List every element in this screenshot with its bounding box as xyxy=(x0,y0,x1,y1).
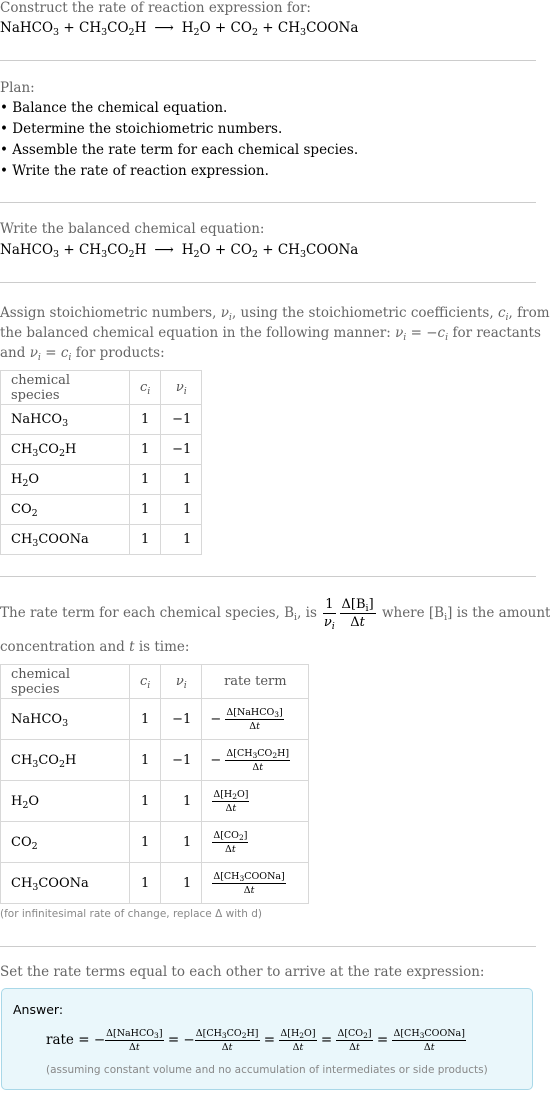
species-h2o: $H_2O$ xyxy=(181,20,211,38)
balanced-header: Write the balanced chemical equation: xyxy=(0,221,265,237)
rate-term-text: concentration and t is time: xyxy=(0,639,190,655)
col-header: chemical species xyxy=(1,371,130,405)
table-row: $CH_3CO_2H$ 1 −1 − $\frac{\Delta[CH_3CO_2H]}{\Delta t}$ xyxy=(1,740,309,781)
divider xyxy=(0,202,536,203)
col-header: $c_i$ xyxy=(140,380,151,397)
stoich-text: the balanced chemical equation in the following manner: $\nu_i = -c_i$ for reactants xyxy=(0,325,541,343)
divider xyxy=(0,946,536,947)
plan-step: • Balance the chemical equation. xyxy=(0,100,228,116)
plan-step: • Write the rate of reaction expression. xyxy=(0,163,269,179)
divider xyxy=(0,282,536,283)
plan-step: • Determine the stoichiometric numbers. xyxy=(0,121,283,137)
table-row: $CH_3COONa$ 1 1 $\frac{\Delta[CH_3COONa]}{\Delta t}$ xyxy=(1,863,309,904)
table-row: $CH_3COONa$ 1 1 xyxy=(1,525,202,555)
reaction-equation: NaHCO$_3$ + $CH_3CO_2H$ ⟶ $H_2O + CO_2$ + $CH_3COONa$ xyxy=(0,20,359,38)
divider xyxy=(0,576,536,577)
table-row: $CO_2$ 1 1 $\frac{\Delta[CO_2]}{\Delta t}$ xyxy=(1,822,309,863)
footnote: (for infinitesimal rate of change, replace Δ with d) xyxy=(0,908,262,920)
table-row: $H_2O$ 1 1 $\frac{\Delta[H_2O]}{\Delta t}$ xyxy=(1,781,309,822)
table-row: $CH_3CO_2H$ 1 −1 xyxy=(1,435,202,465)
answer-box xyxy=(1,988,533,1090)
rate-expression: rate = − $\frac{\Delta[NaHCO_3]}{\Delta t}$ = − $\frac{\Delta[CH_3CO_2H]}{\Delta t}$ = $\frac{\Delta[H_2O]}{\Delta t}$ = $\frac{\Delta[CO_2]}{\Delta t}$ = $\frac{\Delta[CH_3COONa]}{\Delta t}$ xyxy=(46,1028,465,1053)
species-nahco3: NaHCO$_3$ xyxy=(0,20,60,38)
rate-table xyxy=(0,664,309,904)
table-row: $H_2O$ 1 1 xyxy=(1,465,202,495)
col-header: $\nu_i$ xyxy=(175,674,187,691)
species-co2: $CO_2$ xyxy=(230,20,258,38)
col-header: rate term xyxy=(202,665,309,699)
table-row: NaHCO$_3$ 1 −1 xyxy=(1,405,202,435)
final-header: Set the rate terms equal to each other to arrive at the rate expression: xyxy=(0,964,485,980)
col-header: $\nu_i$ xyxy=(175,380,187,397)
answer-label: Answer: xyxy=(13,1002,64,1017)
stoich-text: and $\nu_i = c_i$ for products: xyxy=(0,345,165,363)
answer-note: (assuming constant volume and no accumulation of intermediates or side products) xyxy=(46,1064,488,1076)
species-ch3co2h: $CH_3CO_2H$ xyxy=(78,20,147,38)
plan-step: • Assemble the rate term for each chemical species. xyxy=(0,142,359,158)
plan-title: Plan: xyxy=(0,80,35,96)
intro-header: Construct the rate of reaction expression for: xyxy=(0,0,311,16)
rate-term-text: The rate term for each chemical species, $B_i$, is $\frac{1}{\nu_i}$ $\frac{\Delta[B_i]}{\Delta t}$ where $[B_i]$ is the amount xyxy=(0,597,550,632)
reaction-arrow: ⟶ xyxy=(154,20,174,36)
balanced-equation: NaHCO$_3$ + $CH_3CO_2H$ ⟶ $H_2O + CO_2$ + $CH_3COONa$ xyxy=(0,242,359,260)
stoich-table xyxy=(0,370,202,555)
species-ch3coona: $CH_3COONa$ xyxy=(277,20,359,38)
table-row: $CO_2$ 1 1 xyxy=(1,495,202,525)
divider xyxy=(0,60,536,61)
col-header: chemical species xyxy=(1,665,130,699)
table-row: NaHCO$_3$ 1 −1 − $\frac{\Delta[NaHCO_3]}{\Delta t}$ xyxy=(1,699,309,740)
stoich-text: Assign stoichiometric numbers, $\nu_i$, using the stoichiometric coefficients, $c_i$, from xyxy=(0,305,550,323)
col-header: $c_i$ xyxy=(140,674,151,691)
